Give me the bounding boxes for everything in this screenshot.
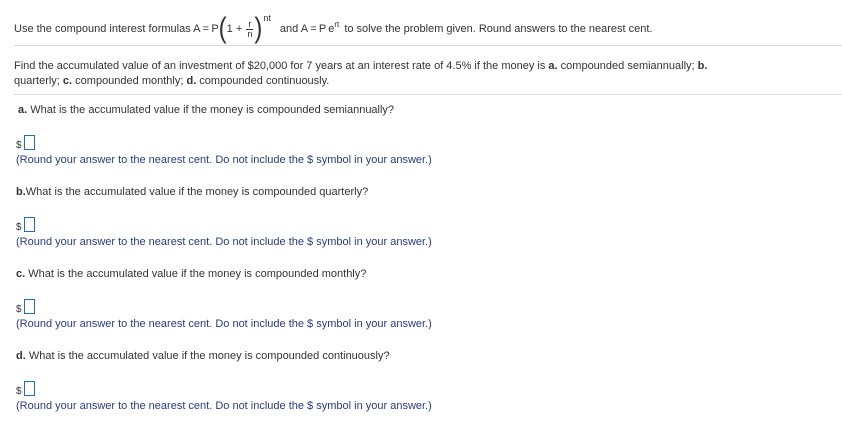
problem-statement-line-1: [14, 60, 707, 72]
problem-text-c: compounded monthly;: [72, 75, 187, 87]
answer-d-hint: (Round your answer to the nearest cent. Do not include the $ symbol in your answer.): [16, 400, 432, 412]
formula-exponent: nt: [263, 13, 271, 23]
right-paren: ): [254, 12, 263, 45]
problem-divider: [14, 94, 842, 95]
instruction-line: [14, 14, 653, 44]
currency-symbol: $: [16, 304, 22, 315]
problem-text-a: compounded semiannually;: [557, 60, 698, 72]
formula-e-exponent: rt: [334, 20, 340, 29]
problem-label-d: d.: [186, 75, 197, 87]
problem-statement-line-2: [14, 75, 329, 87]
top-divider: [14, 45, 842, 46]
problem-label-b: b.: [697, 60, 708, 72]
question-c-label: c.: [16, 268, 26, 280]
problem-text-d: compounded continuously.: [196, 75, 330, 87]
problem-label-c: c.: [62, 75, 73, 87]
question-b: [16, 186, 368, 198]
problem-text-start: Find the accumulated value of an investment of $20,000 for 7 years at an interest rate of 4.5% if the money is: [14, 60, 549, 72]
question-b-text: What is the accumulated value if the money is compounded quarterly?: [25, 186, 369, 198]
question-a-label: a.: [18, 104, 28, 116]
answer-d-input[interactable]: [24, 381, 35, 396]
answer-b-input[interactable]: [24, 217, 35, 232]
question-d: [16, 350, 390, 362]
formula-middle: and A = P: [279, 23, 327, 35]
question-a-text: What is the accumulated value if the money is compounded semiannually?: [27, 104, 395, 116]
currency-symbol: $: [16, 140, 22, 151]
answer-c-input[interactable]: [24, 299, 35, 314]
question-d-label: d.: [16, 350, 26, 362]
formula-one-plus: 1 +: [226, 23, 243, 35]
currency-symbol: $: [16, 386, 22, 397]
left-paren: (: [218, 12, 227, 45]
answer-c-hint: (Round your answer to the nearest cent. Do not include the $ symbol in your answer.): [16, 318, 432, 330]
question-b-label: b.: [16, 186, 26, 198]
answer-a-input[interactable]: [24, 135, 35, 150]
fraction-numerator: r: [246, 20, 253, 30]
question-c-text: What is the accumulated value if the money is compounded monthly?: [25, 268, 367, 280]
answer-b-hint: (Round your answer to the nearest cent. Do not include the $ symbol in your answer.): [16, 236, 432, 248]
r-over-n-fraction: [246, 20, 253, 39]
answer-a-hint: (Round your answer to the nearest cent. Do not include the $ symbol in your answer.): [16, 154, 432, 166]
question-d-text: What is the accumulated value if the money is compounded continuously?: [25, 350, 390, 362]
fraction-denominator: n: [247, 28, 253, 39]
currency-symbol: $: [16, 222, 22, 233]
instruction-prefix: Use the compound interest formulas A = P: [14, 23, 219, 35]
problem-text-quarterly: quarterly;: [14, 75, 63, 87]
instruction-suffix: to solve the problem given. Round answers to the nearest cent.: [344, 23, 653, 35]
problem-label-a: a.: [548, 60, 558, 72]
question-c: [16, 268, 366, 280]
question-a: [18, 104, 394, 116]
formula-e: e: [328, 23, 335, 35]
